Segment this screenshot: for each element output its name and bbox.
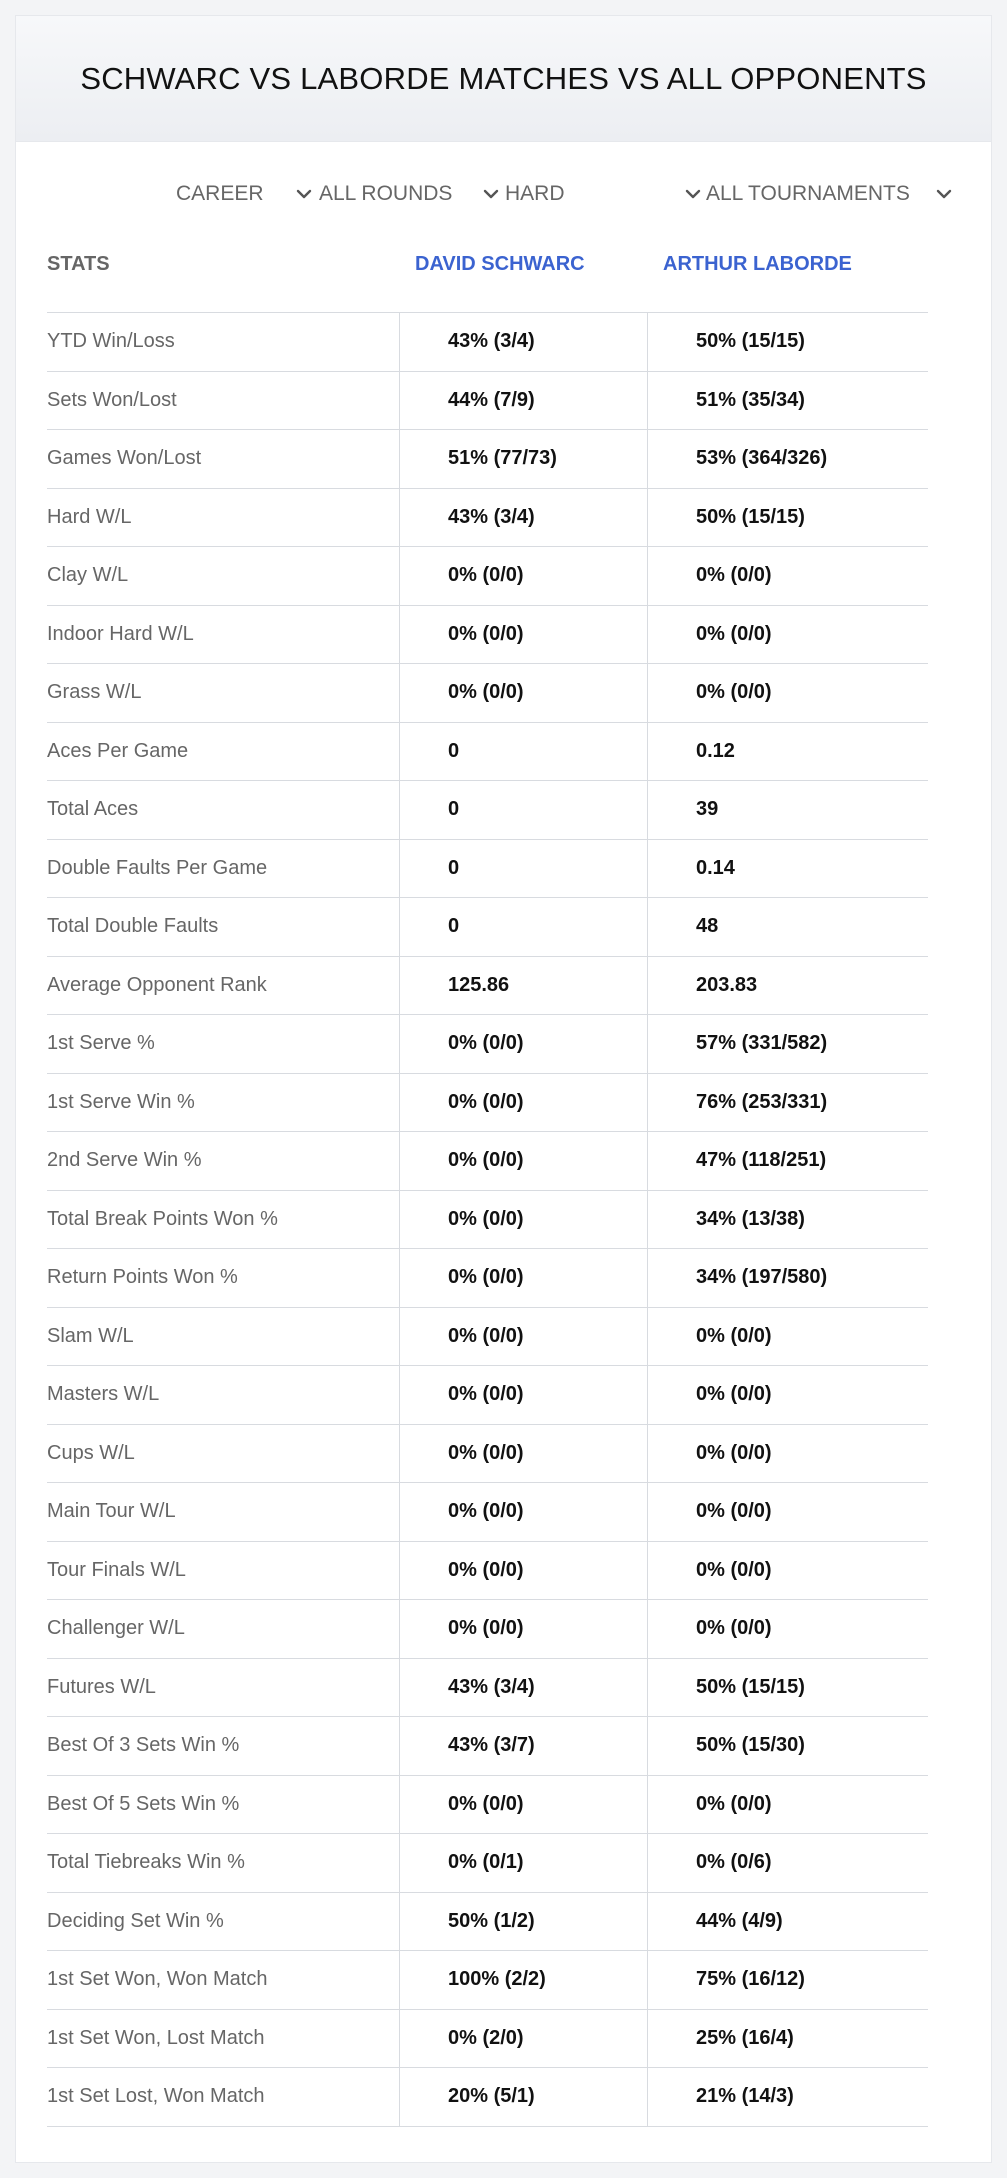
player-2-value: 0% (0/6) xyxy=(647,1834,928,1892)
stat-label: Grass W/L xyxy=(47,681,142,704)
player-2-value: 50% (15/30) xyxy=(647,1717,928,1775)
player-1-value: 0% (0/0) xyxy=(399,1542,647,1600)
table-row xyxy=(47,1483,928,1542)
table-row xyxy=(47,1191,928,1250)
table-row xyxy=(47,2068,928,2127)
table-row xyxy=(47,1366,928,1425)
player-1-value: 0% (0/0) xyxy=(399,606,647,664)
player-2-value: 0% (0/0) xyxy=(647,1776,928,1834)
player-1-value: 0% (0/0) xyxy=(399,1366,647,1424)
stat-label: Sets Won/Lost xyxy=(47,388,177,411)
stat-label: 1st Serve Win % xyxy=(47,1090,195,1113)
table-row xyxy=(47,1951,928,2010)
table-row xyxy=(47,1132,928,1191)
chevron-down-icon xyxy=(294,184,314,204)
chevron-down-icon xyxy=(683,184,703,204)
stat-label: Deciding Set Win % xyxy=(47,1909,224,1932)
stat-label: Best Of 3 Sets Win % xyxy=(47,1734,240,1757)
player-2-value: 34% (197/580) xyxy=(647,1249,928,1307)
player-1-value: 43% (3/7) xyxy=(399,1717,647,1775)
player-1-value: 100% (2/2) xyxy=(399,1951,647,2009)
table-row xyxy=(47,840,928,899)
player-2-value: 0.12 xyxy=(647,723,928,781)
stat-label: Clay W/L xyxy=(47,564,129,587)
player-1-value: 0% (0/0) xyxy=(399,1308,647,1366)
stat-label: Futures W/L xyxy=(47,1675,156,1698)
stat-label: YTD Win/Loss xyxy=(47,330,175,353)
table-row xyxy=(47,898,928,957)
stat-label: Aces Per Game xyxy=(47,739,189,762)
stat-label: Masters W/L xyxy=(47,1383,160,1406)
filter-career-select[interactable] xyxy=(176,176,316,212)
table-row xyxy=(47,489,928,548)
table-row xyxy=(47,1074,928,1133)
table-row xyxy=(47,1659,928,1718)
table-row xyxy=(47,1893,928,1952)
stats-table xyxy=(47,235,928,2127)
stat-label: Total Aces xyxy=(47,798,139,821)
player-2-value: 21% (14/3) xyxy=(647,2068,928,2126)
player-1-value: 0% (0/1) xyxy=(399,1834,647,1892)
stat-label: Games Won/Lost xyxy=(47,447,202,470)
player-1-value: 0% (0/0) xyxy=(399,1015,647,1073)
header-player-1[interactable]: DAVID SCHWARC xyxy=(415,253,585,275)
player-2-value: 57% (331/582) xyxy=(647,1015,928,1073)
filter-tournaments-value: ALL TOURNAMENTS xyxy=(706,182,910,205)
stat-label: 2nd Serve Win % xyxy=(47,1149,202,1172)
stat-label: Total Double Faults xyxy=(47,915,219,938)
player-2-value: 76% (253/331) xyxy=(647,1074,928,1132)
stat-label: Best Of 5 Sets Win % xyxy=(47,1792,240,1815)
player-1-value: 51% (77/73) xyxy=(399,430,647,488)
player-2-value: 0% (0/0) xyxy=(647,1308,928,1366)
table-row xyxy=(47,372,928,431)
player-2-value: 0% (0/0) xyxy=(647,1366,928,1424)
player-2-value: 50% (15/15) xyxy=(647,313,928,371)
stat-label: Total Tiebreaks Win % xyxy=(47,1851,245,1874)
stat-label: Return Points Won % xyxy=(47,1266,238,1289)
table-row xyxy=(47,430,928,489)
player-1-value: 125.86 xyxy=(399,957,647,1015)
player-1-value: 43% (3/4) xyxy=(399,1659,647,1717)
player-1-value: 20% (5/1) xyxy=(399,2068,647,2126)
stat-label: 1st Set Lost, Won Match xyxy=(47,2085,265,2108)
player-2-value: 0% (0/0) xyxy=(647,1425,928,1483)
player-2-value: 50% (15/15) xyxy=(647,489,928,547)
table-row xyxy=(47,723,928,782)
table-header xyxy=(47,235,928,313)
table-row xyxy=(47,1776,928,1835)
filter-rounds-value: ALL ROUNDS xyxy=(319,182,453,205)
table-row xyxy=(47,2010,928,2069)
table-row xyxy=(47,1308,928,1367)
stat-label: Main Tour W/L xyxy=(47,1500,176,1523)
table-row xyxy=(47,1834,928,1893)
player-2-value: 44% (4/9) xyxy=(647,1893,928,1951)
filter-surface-value: HARD xyxy=(505,182,565,205)
table-body xyxy=(47,313,928,2127)
table-row xyxy=(47,606,928,665)
player-1-value: 0 xyxy=(399,723,647,781)
player-2-value: 47% (118/251) xyxy=(647,1132,928,1190)
player-1-value: 50% (1/2) xyxy=(399,1893,647,1951)
player-1-value: 0 xyxy=(399,840,647,898)
table-row xyxy=(47,957,928,1016)
player-2-value: 39 xyxy=(647,781,928,839)
table-row xyxy=(47,1425,928,1484)
player-2-value: 0% (0/0) xyxy=(647,1483,928,1541)
table-row xyxy=(47,1542,928,1601)
player-2-value: 203.83 xyxy=(647,957,928,1015)
player-1-value: 0% (0/0) xyxy=(399,664,647,722)
player-1-value: 43% (3/4) xyxy=(399,313,647,371)
page-header xyxy=(16,16,991,142)
stat-label: Total Break Points Won % xyxy=(47,1207,278,1230)
stat-label: 1st Set Won, Won Match xyxy=(47,1968,268,1991)
player-2-value: 25% (16/4) xyxy=(647,2010,928,2068)
chevron-down-icon xyxy=(934,184,954,204)
table-row xyxy=(47,1015,928,1074)
filter-career-value: CAREER xyxy=(176,182,264,205)
player-2-value: 0.14 xyxy=(647,840,928,898)
stat-label: Tour Finals W/L xyxy=(47,1558,186,1581)
player-1-value: 0% (0/0) xyxy=(399,1425,647,1483)
player-1-value: 0% (0/0) xyxy=(399,1483,647,1541)
table-row xyxy=(47,781,928,840)
stat-label: Indoor Hard W/L xyxy=(47,622,194,645)
page-title: SCHWARC VS LABORDE MATCHES VS ALL OPPONENTS xyxy=(80,60,927,96)
chevron-down-icon xyxy=(481,184,501,204)
player-2-value: 0% (0/0) xyxy=(647,606,928,664)
player-1-value: 0 xyxy=(399,781,647,839)
filter-surface-select[interactable] xyxy=(505,176,705,212)
player-2-value: 0% (0/0) xyxy=(647,664,928,722)
player-1-value: 0% (0/0) xyxy=(399,1132,647,1190)
table-row xyxy=(47,1249,928,1308)
player-1-value: 43% (3/4) xyxy=(399,489,647,547)
table-row xyxy=(47,1600,928,1659)
player-1-value: 0% (0/0) xyxy=(399,1600,647,1658)
stat-label: Challenger W/L xyxy=(47,1617,185,1640)
player-2-value: 53% (364/326) xyxy=(647,430,928,488)
stat-label: Double Faults Per Game xyxy=(47,856,268,879)
player-1-value: 0% (0/0) xyxy=(399,1776,647,1834)
stat-label: 1st Set Won, Lost Match xyxy=(47,2026,265,2049)
player-2-value: 75% (16/12) xyxy=(647,1951,928,2009)
player-1-value: 44% (7/9) xyxy=(399,372,647,430)
filter-rounds-select[interactable] xyxy=(319,176,499,212)
player-1-value: 0% (0/0) xyxy=(399,1249,647,1307)
header-player-2[interactable]: ARTHUR LABORDE xyxy=(663,253,852,275)
player-1-value: 0% (2/0) xyxy=(399,2010,647,2068)
player-2-value: 0% (0/0) xyxy=(647,547,928,605)
player-2-value: 51% (35/34) xyxy=(647,372,928,430)
table-row xyxy=(47,547,928,606)
table-row xyxy=(47,313,928,372)
filter-tournaments-select[interactable] xyxy=(706,176,966,212)
player-2-value: 34% (13/38) xyxy=(647,1191,928,1249)
stat-label: Average Opponent Rank xyxy=(47,973,267,996)
table-row xyxy=(47,664,928,723)
stat-label: Slam W/L xyxy=(47,1324,134,1347)
player-2-value: 0% (0/0) xyxy=(647,1600,928,1658)
table-row xyxy=(47,1717,928,1776)
stat-label: 1st Serve % xyxy=(47,1032,155,1055)
player-1-value: 0% (0/0) xyxy=(399,547,647,605)
player-1-value: 0 xyxy=(399,898,647,956)
stat-label: Hard W/L xyxy=(47,505,132,528)
player-1-value: 0% (0/0) xyxy=(399,1074,647,1132)
stat-label: Cups W/L xyxy=(47,1441,135,1464)
player-2-value: 50% (15/15) xyxy=(647,1659,928,1717)
player-1-value: 0% (0/0) xyxy=(399,1191,647,1249)
header-stats: STATS xyxy=(47,253,110,275)
player-2-value: 0% (0/0) xyxy=(647,1542,928,1600)
player-2-value: 48 xyxy=(647,898,928,956)
